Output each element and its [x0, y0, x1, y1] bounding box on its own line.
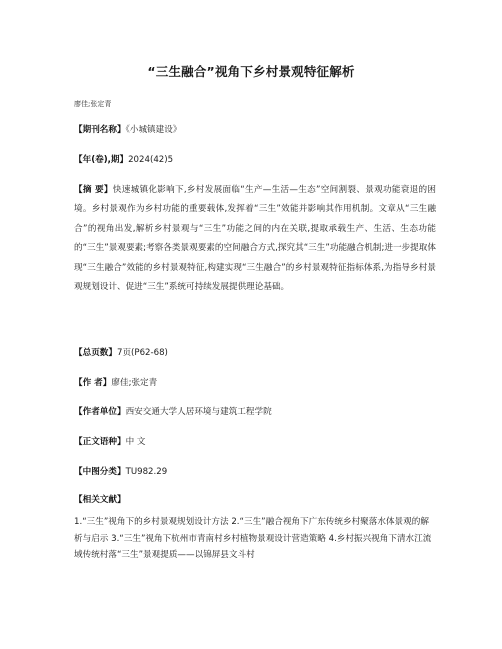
author-field: [74, 374, 436, 393]
author-line: 廖佳;张定青: [74, 100, 112, 108]
abstract-label: 【摘 要】: [74, 185, 113, 195]
language-value: 中 文: [125, 437, 146, 447]
year-volume-label: 【年(卷),期】: [74, 155, 129, 165]
language-field: [74, 433, 436, 452]
related-literature-list: 1.“三生”视角下的乡村景观规划设计方法 2.“三生”融合视角下广东传统乡村聚落水体景观的解析与启示 3.“三生”视角下杭州市青南村乡村植物景观设计营造策略 4.乡村振兴视角下清水江流域传统村落“三生”景观提质——以锦屏县文斗村: [74, 517, 432, 561]
abstract-text: 快速城镇化影响下,乡村发展面临“生产—生活—生态”空间割裂、景观功能衰退的困境。乡村景观作为乡村功能的重要载体,发挥着“三生”效能并影响其作用机制。文章从“三生融合”的视角出发,解析乡村景观与“三生”功能之间的内在关联,提取承载生产、生活、生态功能的“三生”景观要素;考察各类景观要素的空间融合方式,探究其“三生”功能融合机制;进一步提取体现“三生融合”效能的乡村景观特征,构建实现“三生融合”的乡村景观特征指标体系,为指导乡村景观规划设计、促进“三生”系统可持续发展提供理论基础。: [74, 185, 436, 293]
journal-field: [74, 121, 436, 140]
year-volume-field: [74, 151, 436, 170]
journal-value: 《小城镇建设》: [125, 125, 182, 135]
affiliation-value: 西安交通大学人居环境与建筑工程学院: [125, 407, 272, 417]
affiliation-field: [74, 403, 436, 422]
page-count-value: 7页(P62-68): [116, 348, 168, 358]
journal-label: 【期刊名称】: [74, 125, 126, 135]
affiliation-label: 【作者单位】: [74, 407, 126, 417]
language-label: 【正文语种】: [74, 437, 126, 447]
year-volume-value: 2024(42)5: [128, 155, 174, 165]
classification-field: [74, 463, 436, 482]
page-count-label: 【总页数】: [74, 348, 117, 358]
classification-label: 【中图分类】: [74, 467, 126, 477]
abstract-field: [74, 181, 436, 297]
author-value: 廖佳;张定青: [111, 378, 158, 388]
related-literature-heading: 【相关文献】: [74, 495, 126, 505]
document-title: “三生融合”视角下乡村景观特征解析: [147, 64, 355, 79]
author-label: 【作 者】: [74, 378, 112, 388]
classification-value: TU982.29: [125, 467, 168, 477]
page-count-field: [74, 344, 436, 363]
